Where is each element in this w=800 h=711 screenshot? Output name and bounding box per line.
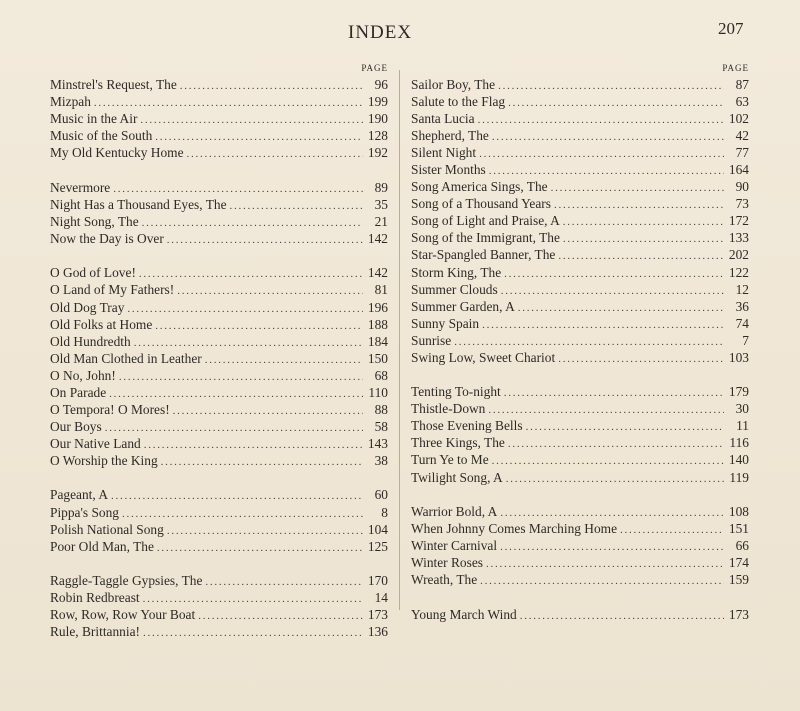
entry-page-number: 173: [367, 607, 388, 623]
entry-group: [411, 503, 749, 588]
entry-page-number: 87: [735, 77, 749, 92]
dot-leader: [504, 385, 724, 400]
dot-leader: [551, 180, 724, 195]
index-entry: [411, 606, 749, 623]
dot-leader: [478, 112, 724, 127]
entry-title: Minstrel's Request, The: [50, 77, 177, 92]
entry-page-number: 102: [728, 111, 749, 127]
dot-leader: [142, 215, 363, 230]
dot-leader: [119, 369, 363, 384]
dot-leader: [501, 283, 724, 298]
dot-leader: [526, 419, 724, 434]
entry-title: Silent Night: [411, 145, 477, 161]
entry-title: Night Has a Thousand Eyes, The: [50, 196, 227, 212]
index-entry: [50, 486, 388, 503]
entry-title: Music of the South: [50, 128, 153, 144]
entry-group: [411, 76, 749, 366]
index-entry: [50, 572, 388, 589]
index-entry: [50, 435, 388, 452]
index-entry: [50, 127, 388, 144]
entry-title: Our Native Land: [50, 435, 141, 451]
entry-title: Sunrise: [411, 332, 452, 348]
index-entry: [50, 538, 388, 555]
dot-leader: [492, 129, 724, 144]
entry-group: [411, 383, 749, 485]
entry-page-number: 12: [735, 281, 749, 297]
entry-page-number: 136: [367, 624, 388, 640]
dot-leader: [508, 436, 724, 451]
index-entry: [411, 349, 749, 366]
entry-page-number: 60: [374, 487, 388, 503]
dot-leader: [167, 523, 363, 538]
entry-title: On Parade: [50, 384, 107, 400]
index-entry: [411, 195, 749, 212]
entry-title: Star-Spangled Banner, The: [411, 247, 556, 263]
index-entry: [411, 537, 749, 554]
index-entry: [50, 230, 388, 247]
entry-title: Twilight Song, A: [411, 469, 503, 485]
entry-page-number: 11: [736, 418, 749, 434]
entry-page-number: 142: [367, 230, 388, 246]
entry-page-number: 192: [367, 145, 388, 161]
dot-leader: [554, 197, 724, 212]
index-entry: [411, 246, 749, 263]
index-entry: [411, 554, 749, 571]
entry-page-number: 77: [735, 145, 749, 161]
entry-page-number: 96: [374, 77, 388, 92]
index-entry: [411, 315, 749, 332]
dot-leader: [558, 351, 724, 366]
entry-title: Song of Light and Praise, A: [411, 213, 560, 229]
entry-title: Rule, Brittannia!: [50, 624, 140, 640]
entry-title: Summer Clouds: [411, 281, 498, 297]
entry-page-number: 116: [729, 435, 749, 451]
entry-page-number: 81: [374, 282, 388, 298]
entry-page-number: 170: [367, 573, 388, 589]
entry-page-number: 143: [367, 435, 388, 451]
dot-leader: [127, 301, 363, 316]
entry-page-number: 122: [728, 264, 749, 280]
entry-title: Tenting To-night: [411, 384, 501, 400]
entry-title: Warrior Bold, A: [411, 504, 498, 520]
index-entry: [411, 178, 749, 195]
index-entry: [50, 521, 388, 538]
entry-group: [50, 76, 388, 161]
dot-leader: [504, 266, 724, 281]
index-entry: [50, 589, 388, 606]
entry-title: Wreath, The: [411, 572, 478, 588]
index-entry: [411, 76, 749, 93]
dot-leader: [492, 453, 724, 468]
index-entry: [411, 503, 749, 520]
index-entry: [50, 504, 388, 521]
index-entry: [50, 196, 388, 213]
entry-page-number: 21: [374, 213, 388, 229]
entry-page-number: 164: [728, 162, 749, 178]
dot-leader: [139, 266, 363, 281]
entry-page-number: 35: [374, 196, 388, 212]
dot-leader: [113, 181, 363, 196]
entry-title: Old Folks at Home: [50, 316, 153, 332]
dot-leader: [498, 78, 724, 93]
dot-leader: [205, 352, 363, 367]
index-entry: [50, 623, 388, 640]
dot-leader: [230, 198, 363, 213]
entry-title: Now the Day is Over: [50, 230, 164, 246]
dot-leader: [111, 488, 363, 503]
entry-page-number: 159: [728, 572, 749, 588]
entry-page-number: 128: [367, 128, 388, 144]
entry-page-number: 125: [367, 538, 388, 554]
dot-leader: [482, 317, 724, 332]
entry-page-number: 199: [367, 94, 388, 110]
dot-leader: [489, 163, 724, 178]
dot-leader: [122, 506, 363, 521]
entry-title: O God of Love!: [50, 265, 136, 281]
entry-page-number: 42: [735, 128, 749, 144]
entry-page-number: 142: [367, 265, 388, 281]
entry-title: Summer Garden, A: [411, 298, 515, 314]
entry-page-number: 202: [728, 247, 749, 263]
dot-leader: [563, 214, 724, 229]
entry-group: [50, 264, 388, 469]
index-entry: [411, 520, 749, 537]
entry-group: [411, 606, 749, 623]
entry-page-number: 150: [367, 350, 388, 366]
dot-leader: [563, 231, 724, 246]
index-entry: [411, 212, 749, 229]
index-entry: [50, 384, 388, 401]
entry-page-number: 8: [381, 504, 388, 520]
entry-title: Music in the Air: [50, 111, 138, 127]
entry-title: Poor Old Man, The: [50, 538, 154, 554]
entry-page-number: 188: [367, 316, 388, 332]
entry-page-number: 38: [374, 452, 388, 468]
entry-title: My Old Kentucky Home: [50, 145, 184, 161]
dot-leader: [488, 402, 724, 417]
dot-leader: [143, 625, 363, 640]
entry-title: Old Man Clothed in Leather: [50, 350, 202, 366]
entry-title: Santa Lucia: [411, 111, 475, 127]
index-entry: [411, 161, 749, 178]
dot-leader: [187, 146, 363, 161]
index-entry: [50, 350, 388, 367]
entry-page-number: 119: [729, 469, 749, 485]
entry-title: Salute to the Flag: [411, 94, 506, 110]
entry-title: When Johnny Comes Marching Home: [411, 521, 618, 537]
entry-title: Song of the Immigrant, The: [411, 230, 560, 246]
index-column-left: [50, 60, 388, 658]
entry-groups-left: [50, 76, 388, 640]
index-entry: [50, 281, 388, 298]
entry-page-number: 184: [367, 333, 388, 349]
dot-leader: [506, 471, 724, 486]
index-entry: [50, 76, 388, 93]
dot-leader: [500, 539, 724, 554]
index-entry: [411, 469, 749, 486]
entry-title: Thistle-Down: [411, 401, 486, 417]
dot-leader: [157, 540, 363, 555]
index-entry: [411, 417, 749, 434]
index-entry: [411, 127, 749, 144]
dot-leader: [144, 437, 363, 452]
entry-title: Shepherd, The: [411, 128, 489, 144]
index-entry: [50, 179, 388, 196]
entry-page-number: 174: [728, 555, 749, 571]
dot-leader: [620, 522, 724, 537]
entry-page-number: 110: [368, 384, 388, 400]
entry-page-number: 73: [735, 196, 749, 212]
entry-page-number: 66: [735, 538, 749, 554]
entry-page-number: 104: [367, 521, 388, 537]
dot-leader: [105, 420, 363, 435]
index-entry: [50, 316, 388, 333]
entry-title: O Tempora! O Mores!: [50, 401, 170, 417]
entry-title: Winter Roses: [411, 555, 483, 571]
entry-title: O Land of My Fathers!: [50, 282, 175, 298]
entry-title: Three Kings, The: [411, 435, 505, 451]
entry-page-number: 63: [735, 94, 749, 110]
index-entry: [411, 93, 749, 110]
dot-leader: [486, 556, 724, 571]
dot-leader: [177, 283, 363, 298]
entry-page-number: 140: [728, 452, 749, 468]
entry-title: Song of a Thousand Years: [411, 196, 551, 212]
index-entry: [50, 299, 388, 316]
entry-group: [50, 486, 388, 554]
page-number: 207: [718, 19, 744, 38]
entry-page-number: 196: [367, 299, 388, 315]
dot-leader: [518, 300, 724, 315]
index-entry: [411, 144, 749, 161]
entry-group: [50, 572, 388, 640]
index-entry: [411, 451, 749, 468]
entry-title: Our Boys: [50, 418, 102, 434]
entry-page-number: 30: [735, 401, 749, 417]
entry-title: Pippa's Song: [50, 504, 120, 520]
entry-title: Winter Carnival: [411, 538, 498, 554]
index-entry: [50, 367, 388, 384]
column-divider: [399, 70, 400, 610]
entry-title: Polish National Song: [50, 521, 164, 537]
entry-title: Swing Low, Sweet Chariot: [411, 349, 556, 365]
entry-title: Pageant, A: [50, 487, 109, 503]
dot-leader: [161, 454, 363, 469]
index-entry: [50, 452, 388, 469]
entry-title: Sailor Boy, The: [411, 77, 496, 92]
entry-title: Those Evening Bells: [411, 418, 523, 434]
entry-title: Nevermore: [50, 179, 111, 195]
index-entry: [411, 281, 749, 298]
entry-title: Young March Wind: [411, 606, 517, 622]
index-entry: [411, 110, 749, 127]
index-entry: [50, 93, 388, 110]
entry-page-number: 74: [735, 315, 749, 331]
entry-page-number: 190: [367, 111, 388, 127]
entry-page-number: 133: [728, 230, 749, 246]
entry-page-number: 14: [374, 590, 388, 606]
index-entry: [50, 144, 388, 161]
entry-title: Sunny Spain: [411, 315, 480, 331]
index-entry: [50, 110, 388, 127]
entry-page-number: 108: [728, 504, 749, 520]
dot-leader: [520, 608, 724, 623]
index-entry: [50, 606, 388, 623]
index-entry: [411, 229, 749, 246]
entry-page-number: 179: [728, 384, 749, 400]
page-column-label: PAGE: [722, 63, 749, 73]
entry-page-number: 151: [728, 521, 749, 537]
dot-leader: [109, 386, 363, 401]
index-entry: [411, 264, 749, 281]
entry-title: Robin Redbreast: [50, 590, 140, 606]
entry-page-number: 173: [728, 606, 749, 622]
entry-title: Night Song, The: [50, 213, 139, 229]
index-entry: [50, 213, 388, 230]
index-entry: [411, 383, 749, 400]
entry-page-number: 68: [374, 367, 388, 383]
entry-page-number: 58: [374, 418, 388, 434]
entry-page-number: 172: [728, 213, 749, 229]
dot-leader: [198, 608, 363, 623]
entry-title: Mizpah: [50, 94, 91, 110]
entry-title: Raggle-Taggle Gypsies, The: [50, 573, 203, 589]
dot-leader: [454, 334, 724, 349]
entry-page-number: 89: [374, 179, 388, 195]
index-entry: [50, 401, 388, 418]
dot-leader: [155, 318, 363, 333]
index-entry: [411, 434, 749, 451]
index-entry: [411, 400, 749, 417]
dot-leader: [167, 232, 363, 247]
entry-title: Storm King, The: [411, 264, 502, 280]
index-entry: [50, 418, 388, 435]
index-entry: [411, 571, 749, 588]
entry-groups-right: [411, 76, 749, 623]
entry-page-number: 7: [742, 332, 749, 348]
index-column-right: [411, 60, 749, 640]
entry-page-number: 36: [735, 298, 749, 314]
entry-group: [50, 179, 388, 247]
dot-leader: [205, 574, 363, 589]
page-column-label: PAGE: [361, 63, 388, 73]
index-entry: [411, 332, 749, 349]
dot-leader: [134, 335, 363, 350]
dot-leader: [479, 146, 724, 161]
entry-title: O No, John!: [50, 367, 116, 383]
page-title: INDEX: [348, 22, 413, 43]
entry-title: Song America Sings, The: [411, 179, 548, 195]
dot-leader: [94, 95, 363, 110]
dot-leader: [173, 403, 363, 418]
entry-title: Sister Months: [411, 162, 486, 178]
index-entry: [50, 264, 388, 281]
dot-leader: [508, 95, 724, 110]
index-entry: [411, 298, 749, 315]
entry-page-number: 103: [728, 349, 749, 365]
dot-leader: [500, 505, 724, 520]
dot-leader: [140, 112, 363, 127]
entry-title: Old Hundredth: [50, 333, 131, 349]
entry-title: Old Dog Tray: [50, 299, 125, 315]
entry-title: Row, Row, Row Your Boat: [50, 607, 196, 623]
index-entry: [50, 333, 388, 350]
dot-leader: [558, 248, 724, 263]
dot-leader: [155, 129, 363, 144]
entry-title: Turn Ye to Me: [411, 452, 489, 468]
entry-title: O Worship the King: [50, 452, 158, 468]
entry-page-number: 88: [374, 401, 388, 417]
dot-leader: [143, 591, 363, 606]
dot-leader: [480, 573, 724, 588]
dot-leader: [180, 78, 363, 93]
entry-page-number: 90: [735, 179, 749, 195]
